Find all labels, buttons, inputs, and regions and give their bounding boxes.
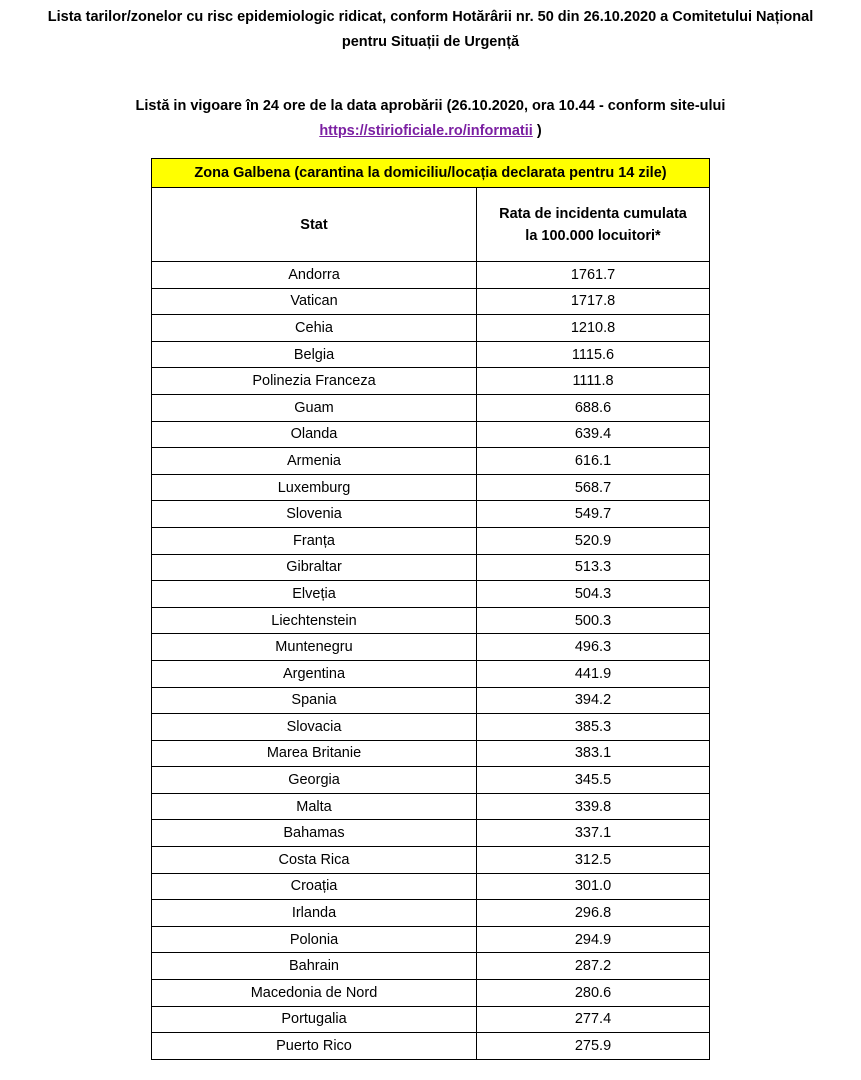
state-cell: Slovenia (152, 501, 477, 528)
rate-cell: 1111.8 (477, 368, 710, 395)
table-row (152, 581, 710, 608)
rate-cell: 383.1 (477, 740, 710, 767)
state-cell: Bahamas (152, 820, 477, 847)
state-cell: Polinezia Franceza (152, 368, 477, 395)
rate-cell: 500.3 (477, 607, 710, 634)
table-row (152, 1033, 710, 1060)
table-row (152, 607, 710, 634)
rate-cell: 296.8 (477, 900, 710, 927)
state-cell: Muntenegru (152, 634, 477, 661)
state-cell: Georgia (152, 767, 477, 794)
column-header-rate-line-1: Rata de incidenta cumulata (499, 205, 687, 222)
table-row (152, 793, 710, 820)
column-header-rate-line-2: la 100.000 locuitori* (525, 227, 661, 244)
risk-zone-table (151, 158, 710, 1060)
state-cell: Gibraltar (152, 554, 477, 581)
table-row (152, 767, 710, 794)
table-row (152, 501, 710, 528)
rate-cell: 441.9 (477, 660, 710, 687)
state-cell: Luxemburg (152, 474, 477, 501)
subtitle-line-2 (0, 119, 861, 144)
state-cell: Armenia (152, 448, 477, 475)
document-title (0, 5, 861, 55)
table-row (152, 687, 710, 714)
rate-cell: 549.7 (477, 501, 710, 528)
rate-cell: 339.8 (477, 793, 710, 820)
table-row (152, 634, 710, 661)
table-row (152, 448, 710, 475)
state-cell: Polonia (152, 926, 477, 953)
state-cell: Spania (152, 687, 477, 714)
rate-cell: 504.3 (477, 581, 710, 608)
table-row (152, 1006, 710, 1033)
state-cell: Portugalia (152, 1006, 477, 1033)
rate-cell: 688.6 (477, 394, 710, 421)
table-row (152, 820, 710, 847)
rate-cell: 275.9 (477, 1033, 710, 1060)
rate-cell: 1210.8 (477, 315, 710, 342)
state-cell: Argentina (152, 660, 477, 687)
subtitle-line-1: Listă in vigoare în 24 ore de la data aprobării (26.10.2020, ora 10.44 - conform site-ului (135, 98, 726, 114)
state-cell: Liechtenstein (152, 607, 477, 634)
state-cell: Guam (152, 394, 477, 421)
rate-cell: 639.4 (477, 421, 710, 448)
subtitle-close: ) (532, 123, 542, 139)
rate-cell: 280.6 (477, 980, 710, 1007)
table-row (152, 288, 710, 315)
state-cell: Andorra (152, 262, 477, 289)
rate-cell: 287.2 (477, 953, 710, 980)
state-cell: Puerto Rico (152, 1033, 477, 1060)
state-cell: Croația (152, 873, 477, 900)
title-line-1: Lista tarilor/zonelor cu risc epidemiologic ridicat, conform Hotărârii nr. 50 din 26.10.2020 a Comitetului Național (47, 9, 814, 25)
table-body (152, 262, 710, 1060)
state-cell: Malta (152, 793, 477, 820)
state-cell: Vatican (152, 288, 477, 315)
state-cell: Marea Britanie (152, 740, 477, 767)
table-row (152, 421, 710, 448)
table-row (152, 660, 710, 687)
table-row (152, 341, 710, 368)
rate-cell: 294.9 (477, 926, 710, 953)
rate-cell: 616.1 (477, 448, 710, 475)
table-row (152, 926, 710, 953)
table-row (152, 262, 710, 289)
source-link[interactable]: https://stirioficiale.ro/informatii (319, 123, 533, 139)
table-row (152, 527, 710, 554)
document-subtitle (0, 94, 861, 144)
table-row (152, 474, 710, 501)
column-header-state: Stat (152, 188, 477, 262)
table-row (152, 394, 710, 421)
title-line-2: pentru Situații de Urgență (341, 34, 520, 50)
state-cell: Franța (152, 527, 477, 554)
rate-cell: 345.5 (477, 767, 710, 794)
table-row (152, 953, 710, 980)
state-cell: Irlanda (152, 900, 477, 927)
table-row (152, 368, 710, 395)
table-row (152, 714, 710, 741)
rate-cell: 385.3 (477, 714, 710, 741)
table-row (152, 873, 710, 900)
column-header-rate (477, 188, 710, 262)
zone-title: Zona Galbena (carantina la domiciliu/locația declarata pentru 14 zile) (152, 159, 710, 188)
rate-cell: 1717.8 (477, 288, 710, 315)
table-row (152, 900, 710, 927)
state-cell: Macedonia de Nord (152, 980, 477, 1007)
state-cell: Bahrain (152, 953, 477, 980)
table-row (152, 554, 710, 581)
rate-cell: 394.2 (477, 687, 710, 714)
state-cell: Olanda (152, 421, 477, 448)
rate-cell: 496.3 (477, 634, 710, 661)
rate-cell: 1115.6 (477, 341, 710, 368)
rate-cell: 1761.7 (477, 262, 710, 289)
state-cell: Elveția (152, 581, 477, 608)
table-row (152, 740, 710, 767)
state-cell: Belgia (152, 341, 477, 368)
rate-cell: 312.5 (477, 847, 710, 874)
rate-cell: 337.1 (477, 820, 710, 847)
table-row (152, 315, 710, 342)
rate-cell: 520.9 (477, 527, 710, 554)
state-cell: Cehia (152, 315, 477, 342)
state-cell: Costa Rica (152, 847, 477, 874)
rate-cell: 301.0 (477, 873, 710, 900)
rate-cell: 277.4 (477, 1006, 710, 1033)
rate-cell: 513.3 (477, 554, 710, 581)
state-cell: Slovacia (152, 714, 477, 741)
table-row (152, 847, 710, 874)
table-row (152, 980, 710, 1007)
rate-cell: 568.7 (477, 474, 710, 501)
